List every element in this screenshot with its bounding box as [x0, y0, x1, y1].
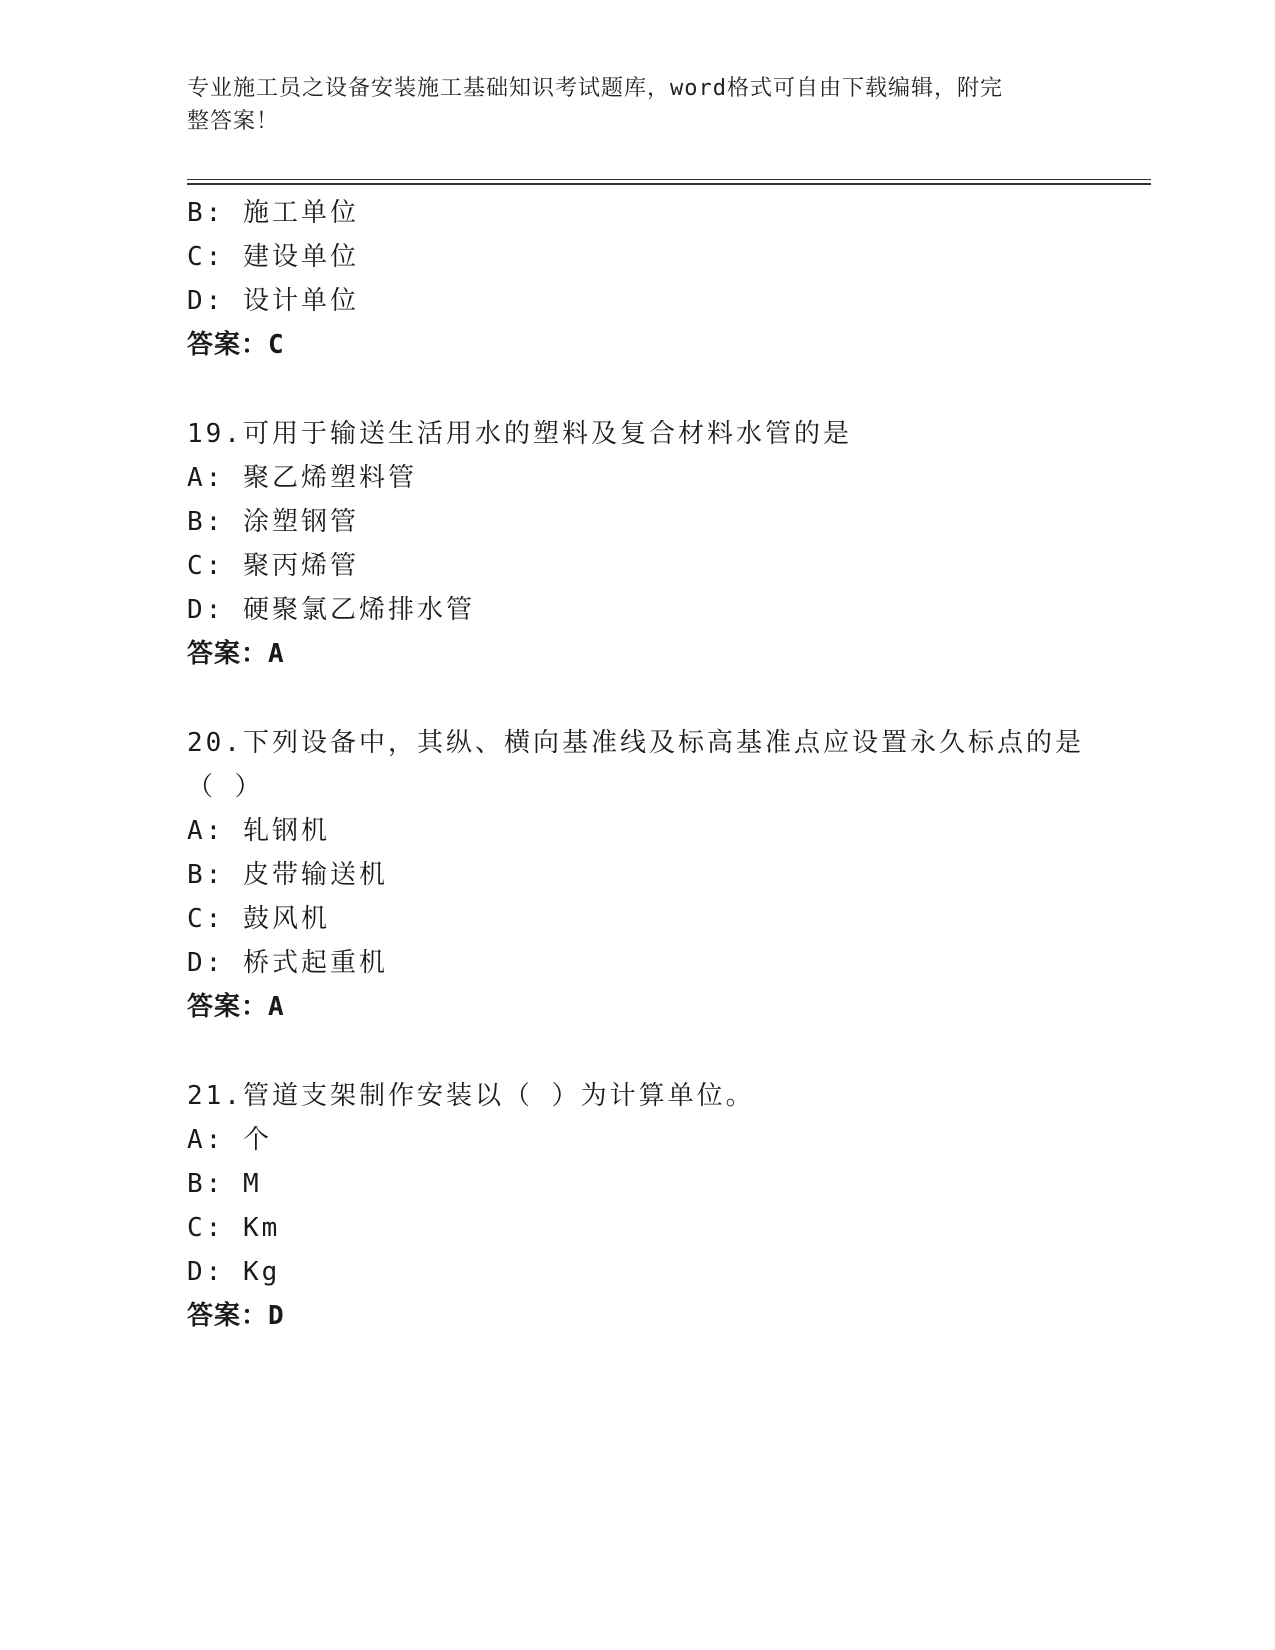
option-text: Kg	[242, 1257, 281, 1287]
option-text: 硬聚氯乙烯排水管	[242, 595, 475, 625]
option-b	[187, 505, 359, 539]
option-label: B:	[187, 860, 225, 890]
option-text: Km	[242, 1213, 281, 1243]
option-text: 桥式起重机	[242, 948, 388, 978]
option-c	[187, 1211, 280, 1245]
answer: 答案：D	[187, 1301, 285, 1331]
answer: 答案：A	[187, 639, 285, 669]
answer: 答案：A	[187, 992, 285, 1022]
option-text: 皮带输送机	[242, 860, 388, 890]
option-label: C:	[187, 242, 225, 272]
option-b	[187, 858, 388, 892]
option-a	[187, 461, 417, 495]
option-c	[187, 549, 359, 583]
option-text: 建设单位	[242, 242, 359, 272]
option-label: C:	[187, 904, 225, 934]
option-text: 聚乙烯塑料管	[242, 463, 417, 493]
option-d	[187, 284, 359, 318]
question-stem-continued: （ ）	[187, 772, 264, 802]
header-line-1: 专业施工员之设备安装施工基础知识考试题库，word格式可自由下载编辑，附完	[187, 76, 1003, 101]
answer: 答案：C	[187, 330, 285, 360]
question-stem: 19.可用于输送生活用水的塑料及复合材料水管的是	[187, 419, 852, 449]
option-text: 聚丙烯管	[242, 551, 359, 581]
option-label: A:	[187, 816, 225, 846]
option-label: D:	[187, 595, 225, 625]
option-label: B:	[187, 198, 225, 228]
option-c	[187, 240, 359, 274]
option-text: 个	[242, 1125, 272, 1155]
option-text: M	[242, 1169, 262, 1199]
option-a	[187, 814, 330, 848]
option-b	[187, 1167, 262, 1201]
option-label: D:	[187, 1257, 225, 1287]
option-a	[187, 1123, 272, 1157]
option-label: C:	[187, 551, 225, 581]
option-label: B:	[187, 507, 225, 537]
option-text: 鼓风机	[242, 904, 330, 934]
option-label: A:	[187, 1125, 225, 1155]
question-stem: 21.管道支架制作安装以（ ）为计算单位。	[187, 1081, 755, 1111]
option-text: 涂塑钢管	[242, 507, 359, 537]
option-d	[187, 593, 475, 627]
option-d	[187, 946, 388, 980]
option-text: 轧钢机	[242, 816, 330, 846]
option-c	[187, 902, 330, 936]
option-b	[187, 196, 359, 230]
option-label: C:	[187, 1213, 225, 1243]
option-label: D:	[187, 948, 225, 978]
option-label: D:	[187, 286, 225, 316]
header-line-2: 整答案！	[187, 109, 280, 134]
question-stem: 20.下列设备中，其纵、横向基准线及标高基准点应设置永久标点的是	[187, 728, 1084, 758]
header-rule-thin	[187, 179, 1151, 180]
option-label: B:	[187, 1169, 225, 1199]
document-header	[187, 72, 1077, 138]
option-d	[187, 1255, 280, 1289]
option-text: 施工单位	[242, 198, 359, 228]
header-rule-thick	[187, 183, 1151, 185]
option-text: 设计单位	[242, 286, 359, 316]
option-label: A:	[187, 463, 225, 493]
